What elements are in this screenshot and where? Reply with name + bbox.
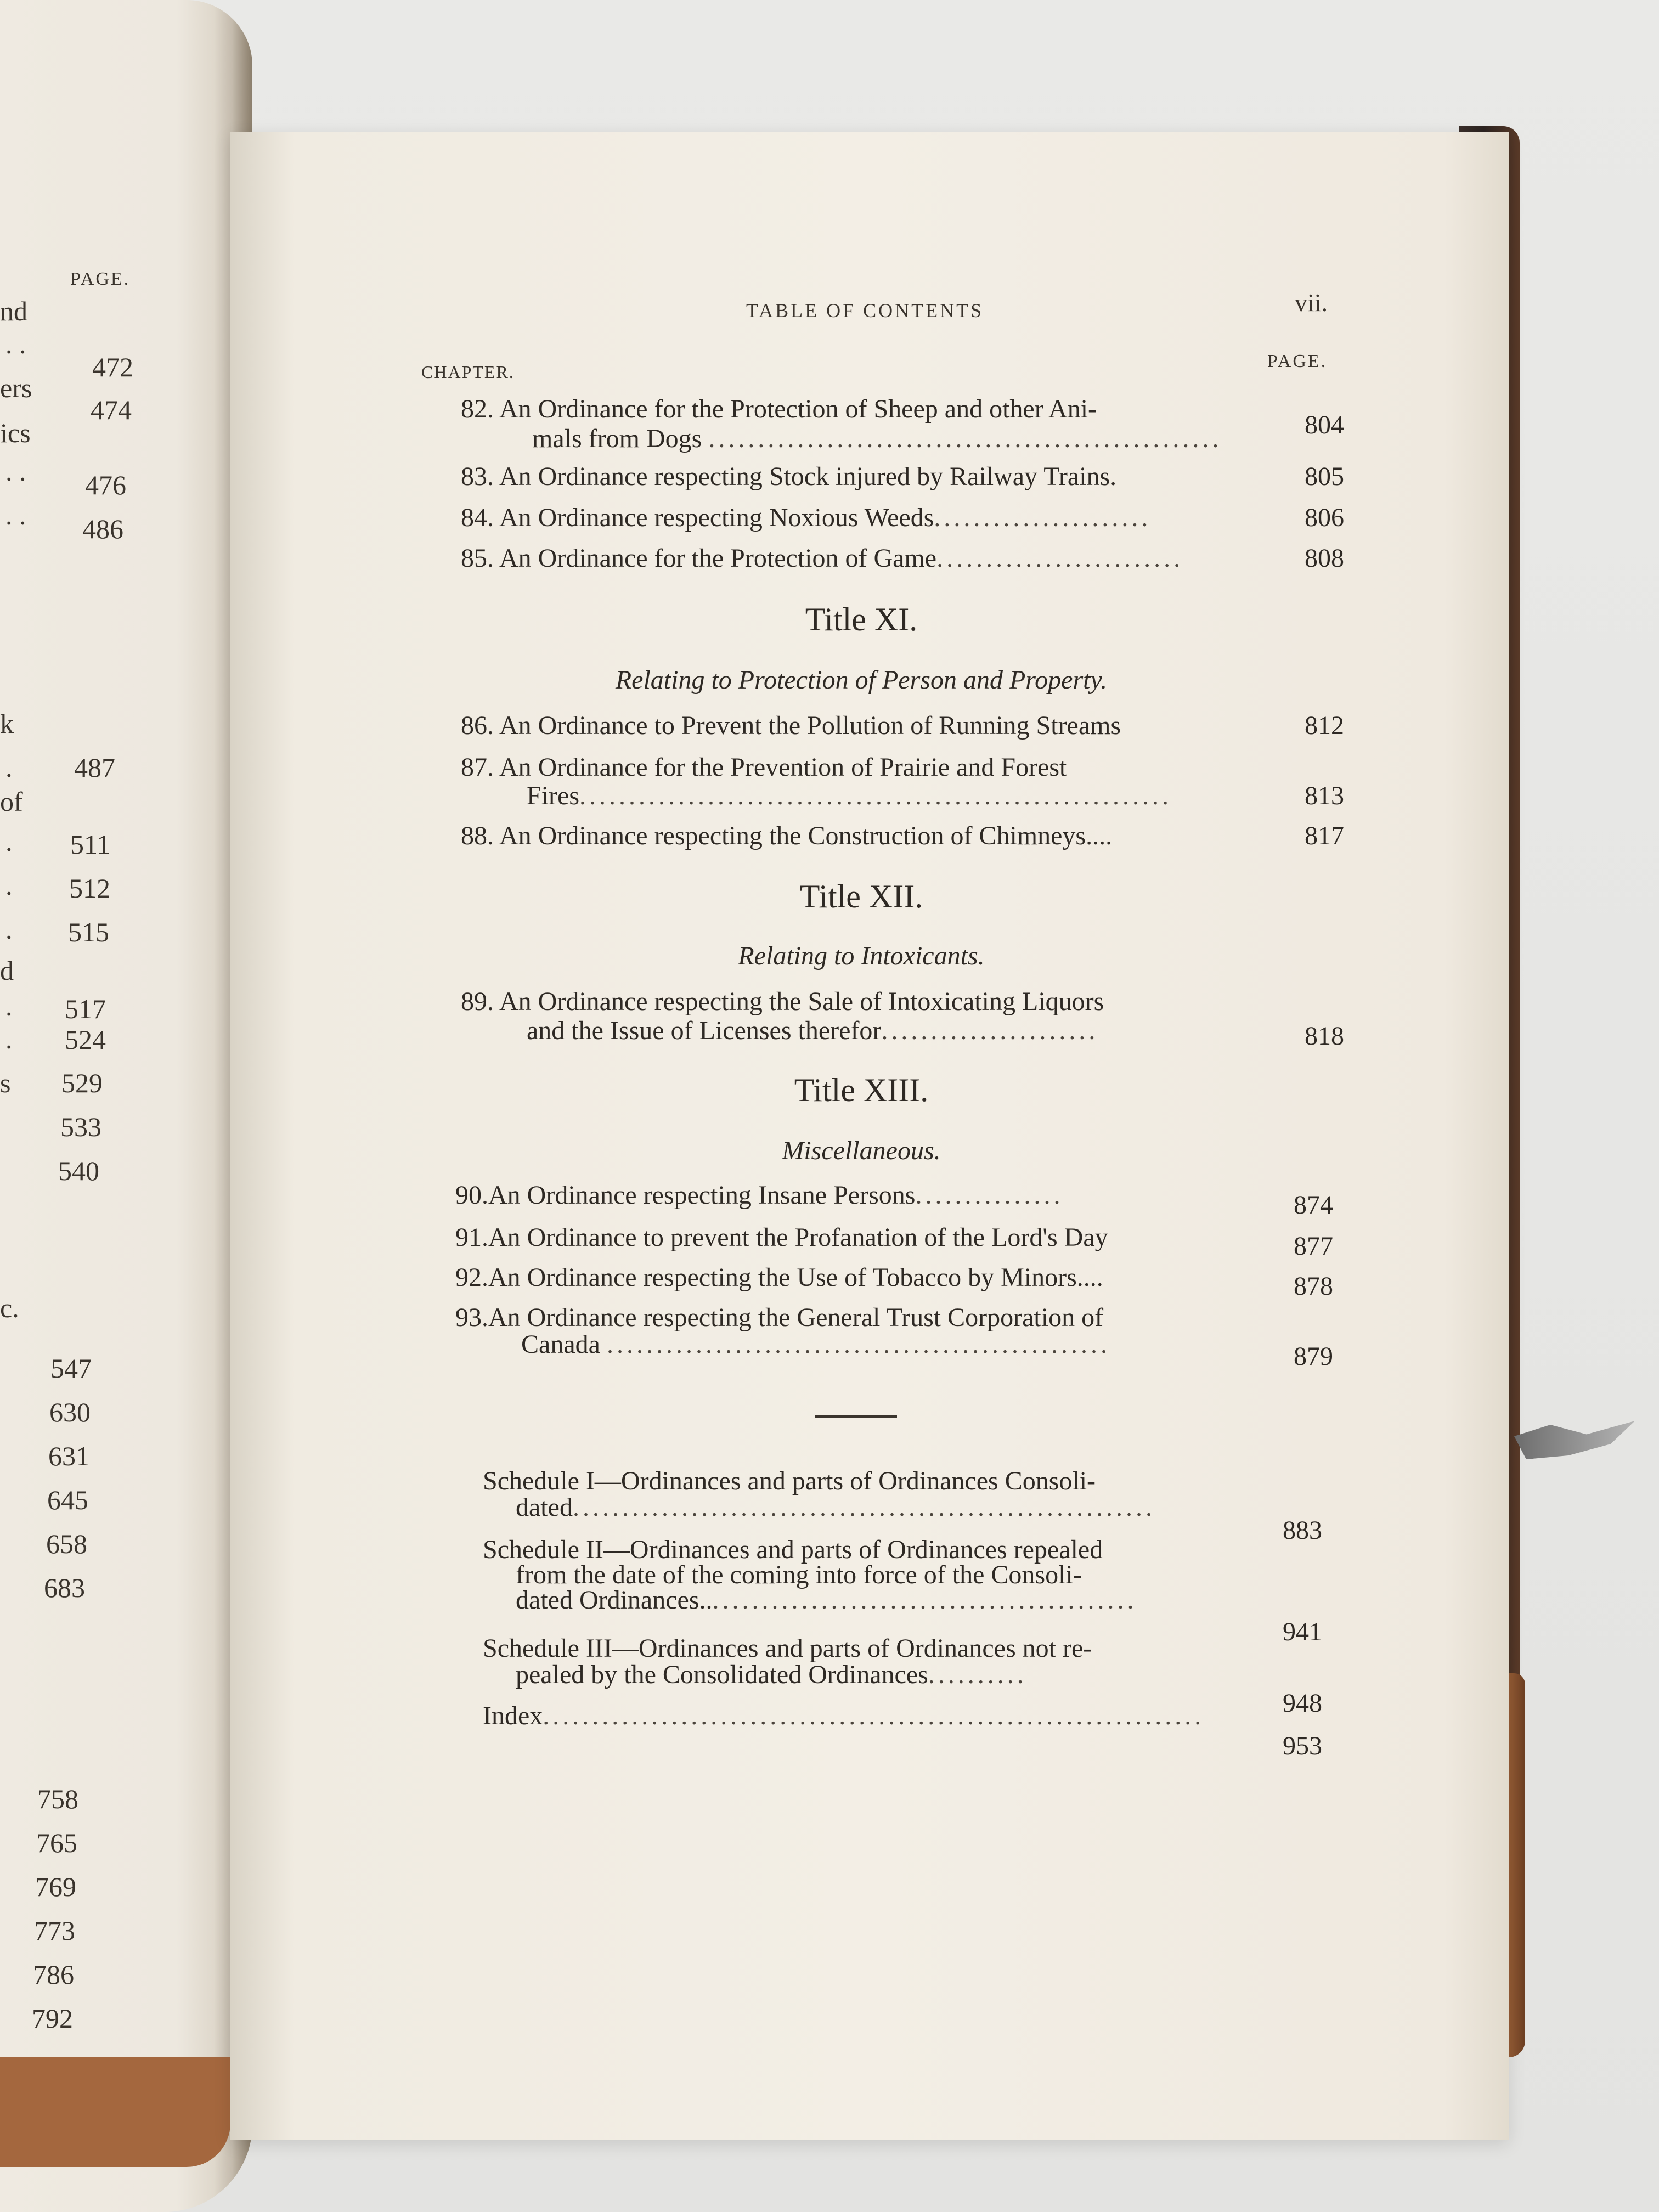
left-page-number: 547 (50, 1353, 92, 1384)
entry-title: An Ordinance respecting Stock injured by Railway Trains. (499, 462, 1117, 491)
entry-title-continuation: and the Issue of Licenses therefor...................... (527, 1016, 1099, 1045)
left-page-number: 517 (65, 994, 106, 1024)
left-fragment: . . (5, 500, 26, 531)
entry-title: An Ordinance for the Protection of Game......................... (499, 544, 1184, 573)
schedule-title-continuation: from the date of the coming into force of the Consoli- (516, 1560, 1082, 1589)
left-fragment: k (0, 708, 14, 739)
entry-title: An Ordinance respecting Noxious Weeds...................... (499, 503, 1152, 532)
chapter-number: 86. (461, 711, 494, 740)
title-subheading: Relating to Intoxicants. (738, 941, 985, 970)
left-fragment: . (5, 914, 13, 945)
chapter-number: 84. (461, 503, 494, 532)
left-page-number: 540 (58, 1155, 99, 1186)
entry-title: An Ordinance for the Prevention of Prairie and Forest (499, 753, 1067, 782)
schedule-page: 948 (1283, 1689, 1322, 1718)
entry-page: 874 (1294, 1190, 1333, 1220)
left-page-number: 515 (68, 917, 109, 947)
left-page-number: 658 (46, 1528, 87, 1559)
page-column-label: PAGE. (1267, 351, 1328, 371)
left-fragment: nd (0, 296, 27, 326)
section-divider (815, 1415, 897, 1418)
left-fragment: . . (5, 456, 26, 487)
entry-title: An Ordinance respecting Insane Persons............... (488, 1181, 1064, 1210)
entry-title: An Ordinance respecting the Sale of Intoxicating Liquors (499, 987, 1104, 1016)
chapter-number: 91. (455, 1223, 488, 1252)
chapter-number: 92. (455, 1263, 488, 1292)
left-fragment: . (5, 826, 13, 857)
entry-page: 808 (1305, 544, 1344, 573)
left-fragment: ers (0, 373, 32, 403)
entry-title-continuation: mals from Dogs .................................................... (532, 424, 1222, 453)
entry-page: 818 (1305, 1022, 1344, 1051)
entry-page: 806 (1305, 503, 1344, 532)
entry-title: An Ordinance for the Protection of Sheep and other Ani- (499, 394, 1097, 424)
left-page-number: 631 (48, 1441, 89, 1471)
left-page-number: 472 (92, 352, 133, 382)
left-page-number: 683 (44, 1572, 85, 1603)
entry-title-continuation: Fires............................................................ (527, 781, 1172, 810)
left-fragment: . (5, 991, 13, 1022)
entry-page: 805 (1305, 462, 1344, 491)
schedule-title: Index................................................................... (483, 1701, 1205, 1730)
schedule-title: Schedule III—Ordinances and parts of Ordinances not re- (483, 1634, 1092, 1663)
chapter-number: 93. (455, 1303, 488, 1332)
left-page-number: 786 (33, 1959, 74, 1990)
left-fragment: . (5, 752, 13, 783)
schedule-title-continuation: pealed by the Consolidated Ordinances.......... (516, 1660, 1027, 1689)
left-fragment: . (5, 1024, 13, 1054)
entry-page: 804 (1305, 410, 1344, 439)
entry-page: 817 (1305, 821, 1344, 850)
left-page-number: 486 (82, 514, 123, 544)
page-folio: vii. (1295, 289, 1328, 317)
left-fragment: . . (5, 329, 26, 359)
chapter-column-label: CHAPTER. (421, 362, 515, 382)
left-page-number: 769 (35, 1871, 76, 1902)
entry-page: 878 (1294, 1272, 1333, 1301)
entry-title: An Ordinance respecting the Construction of Chimneys.... (499, 821, 1113, 850)
left-fragment: . (5, 870, 13, 901)
left-fragment: s (0, 1068, 11, 1098)
left-fragment: ics (0, 417, 31, 448)
schedule-title-continuation: dated Ordinances............................................. (516, 1585, 1137, 1615)
chapter-number: 82. (461, 394, 494, 424)
left-fragment: d (0, 955, 14, 986)
left-page-number: 765 (36, 1827, 77, 1858)
chapter-number: 90. (455, 1181, 488, 1210)
left-page-number: 524 (65, 1024, 106, 1055)
title-subheading: Relating to Protection of Person and Property. (615, 665, 1108, 695)
entry-title-continuation: Canada ................................................... (521, 1330, 1110, 1359)
chapter-number: 83. (461, 462, 494, 491)
left-page-number: 474 (91, 394, 132, 425)
left-page-number: 529 (61, 1068, 103, 1098)
chapter-number: 89. (461, 987, 494, 1016)
entry-page: 813 (1305, 781, 1344, 810)
chapter-number: 87. (461, 753, 494, 782)
entry-page: 879 (1294, 1342, 1333, 1371)
schedule-page: 941 (1283, 1617, 1322, 1646)
left-page-number: 773 (34, 1915, 75, 1946)
torn-bookmark (1514, 1421, 1635, 1459)
left-page-number: 758 (37, 1784, 78, 1814)
left-fragment: c. (0, 1293, 19, 1323)
chapter-number: 85. (461, 544, 494, 573)
left-page-number: 792 (32, 2003, 73, 2034)
entry-page: 812 (1305, 711, 1344, 740)
left-cover-leather (0, 2057, 230, 2167)
title-heading: Title XI. (805, 601, 918, 637)
left-page-number: 511 (70, 829, 111, 860)
left-page-number: 512 (69, 873, 110, 904)
left-page-number: 630 (49, 1397, 91, 1427)
title-heading: Title XII. (799, 878, 923, 915)
left-fragment: of (0, 786, 23, 817)
schedule-page: 883 (1283, 1516, 1322, 1545)
schedule-title: Schedule II—Ordinances and parts of Ordinances repealed (483, 1535, 1103, 1564)
entry-page: 877 (1294, 1232, 1333, 1261)
schedule-title-continuation: dated........................................................... (516, 1493, 1155, 1522)
left-page-number: 533 (60, 1111, 101, 1142)
running-head: TABLE OF CONTENTS (746, 300, 984, 321)
title-heading: Title XIII. (794, 1072, 929, 1108)
left-page-number: 476 (85, 470, 126, 500)
schedule-title: Schedule I—Ordinances and parts of Ordinances Consoli- (483, 1466, 1096, 1496)
left-page (0, 0, 252, 2212)
entry-title: An Ordinance to Prevent the Pollution of Running Streams (499, 711, 1121, 740)
title-subheading: Miscellaneous. (782, 1136, 941, 1165)
entry-title: An Ordinance to prevent the Profanation of the Lord's Day (488, 1223, 1108, 1252)
left-page-number: 487 (74, 752, 115, 783)
entry-title: An Ordinance respecting the General Trust Corporation of (488, 1303, 1104, 1332)
left-page-header: PAGE. (70, 269, 131, 289)
left-page-number: 645 (47, 1485, 88, 1515)
chapter-number: 88. (461, 821, 494, 850)
schedule-page: 953 (1283, 1731, 1322, 1760)
entry-title: An Ordinance respecting the Use of Tobacco by Minors.... (488, 1263, 1103, 1292)
